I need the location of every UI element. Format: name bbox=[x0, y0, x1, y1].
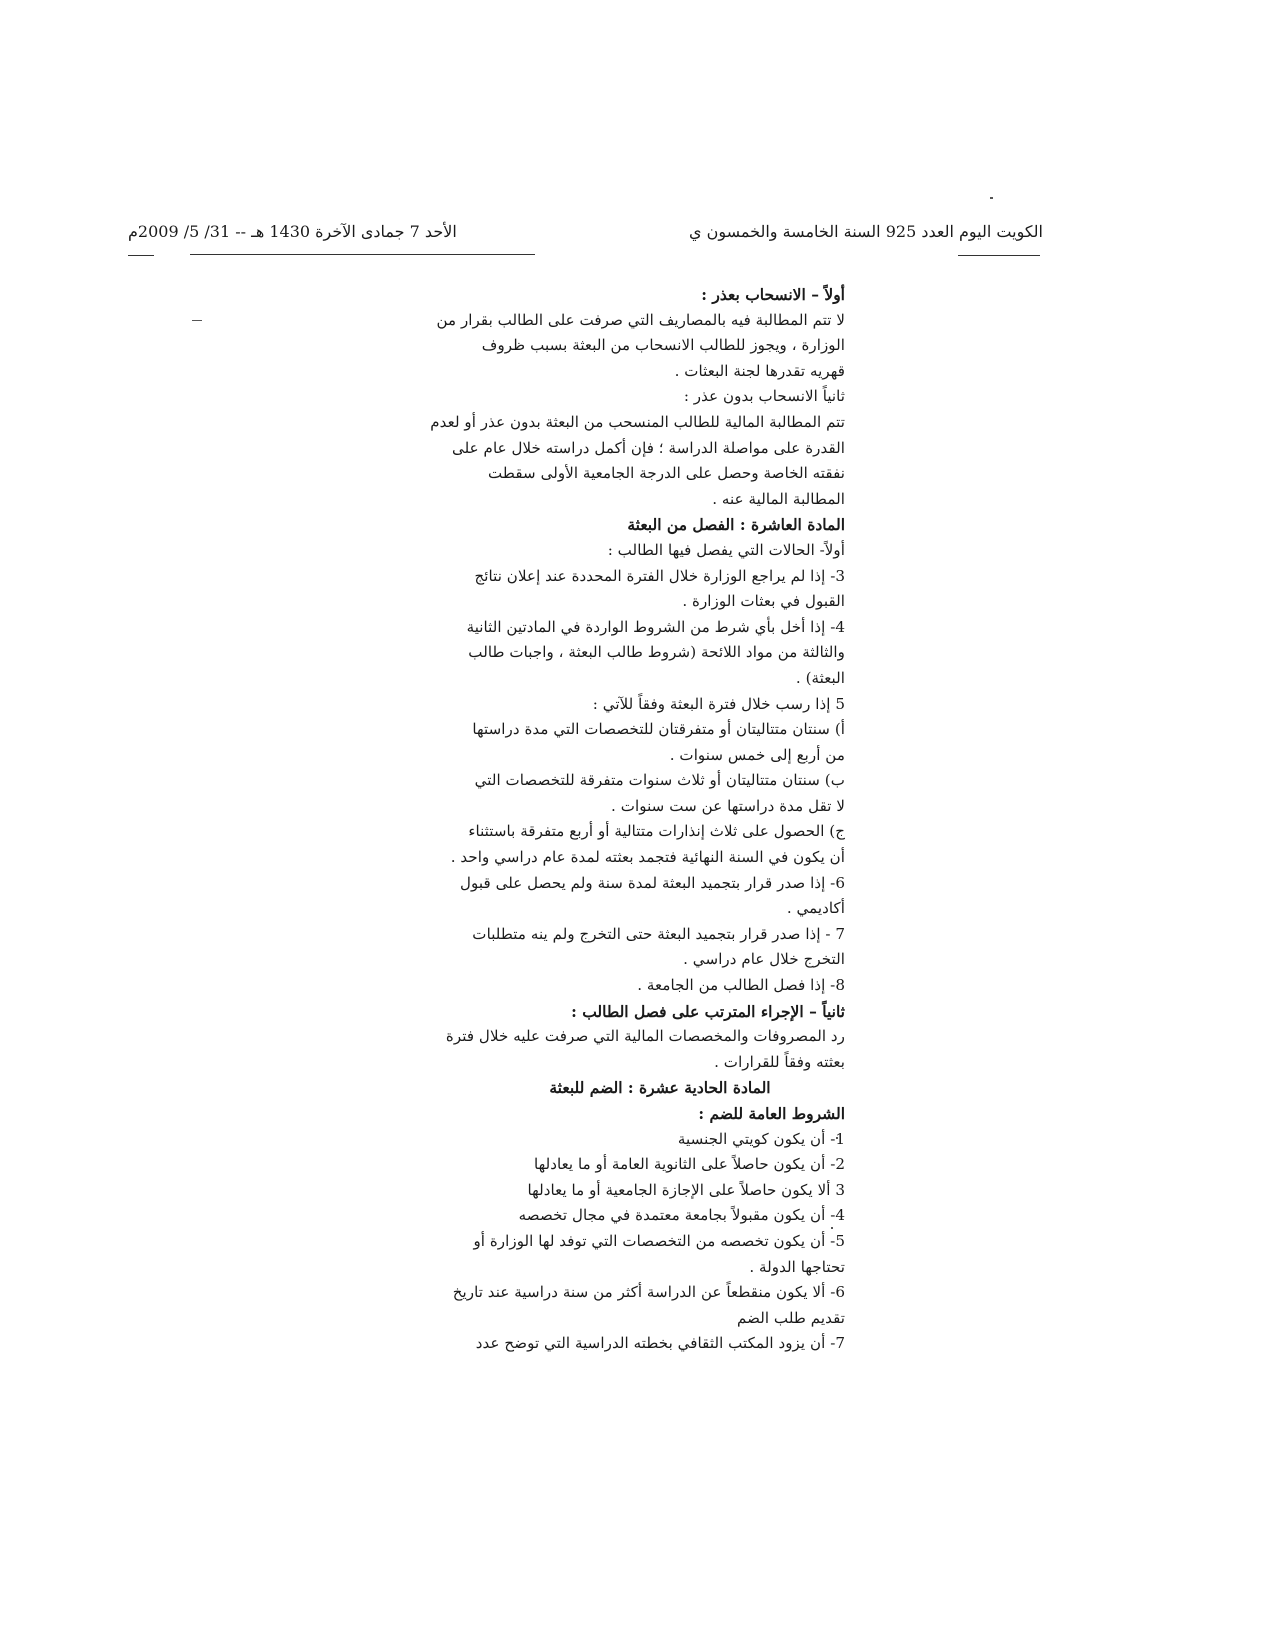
body-line: القدرة على مواصلة الدراسة ؛ فإن أكمل دراسته خلال عام على bbox=[451, 438, 845, 457]
body-line: أ) سنتان متتاليتان أو متفرقتان للتخصصات التي مدة دراستها bbox=[472, 720, 845, 739]
body-line: بعثته وفقاً للقرارات . bbox=[714, 1052, 845, 1071]
body-line: أن يكون في السنة النهائية فتجمد بعثته لمدة عام دراسي واحد . bbox=[450, 848, 845, 867]
body-line: تتم المطالبة المالية للطالب المنسحب من البعثة بدون عذر أو لعدم bbox=[430, 412, 845, 431]
body-line: تقديم طلب الضم bbox=[736, 1308, 845, 1327]
body-line: ب) سنتان متتاليتان أو ثلاث سنوات متفرقة للتخصصات التي bbox=[474, 771, 845, 790]
body-line: القبول في بعثات الوزارة . bbox=[682, 592, 845, 611]
body-line: قهريه تقدرها لجنة البعثات . bbox=[674, 361, 845, 380]
body-line: أولاً- الحالات التي يفصل فيها الطالب : bbox=[607, 540, 845, 559]
body-line: التخرج خلال عام دراسي . bbox=[683, 950, 845, 969]
body-line: 3- إذا لم يراجع الوزارة خلال الفترة المحددة عند إعلان نتائج bbox=[474, 566, 845, 585]
body-line: تحتاجها الدولة . bbox=[749, 1257, 845, 1276]
body-line: 4- أن يكون مقبولاً بجامعة معتمدة في مجال تخصصه bbox=[518, 1206, 845, 1225]
body-line: 4- إذا أخل بأي شرط من الشروط الواردة في المادتين الثانية bbox=[466, 617, 845, 636]
article-heading: المادة الحادية عشرة : الضم للبعثة bbox=[549, 1078, 771, 1098]
body-line: 2- أن يكون حاصلاً على الثانوية العامة أو ما يعادلها bbox=[533, 1155, 845, 1174]
section-heading: ثانياً – الإجراء المترتب على فصل الطالب : bbox=[571, 1001, 845, 1021]
body-line: ثانياً الانسحاب بدون عذر : bbox=[683, 387, 845, 406]
header-date: الأحد 7 جمادى الآخرة 1430 هـ -- 31/ 5/ 2009م bbox=[128, 222, 457, 241]
body-line: 7- أن يزود المكتب الثقافي بخطته الدراسية التي توضح عدد bbox=[475, 1334, 845, 1353]
body-line: من أربع إلى خمس سنوات . bbox=[669, 745, 845, 764]
body-line: 5- أن يكون تخصصه من التخصصات التي توفد لها الوزارة أو bbox=[473, 1231, 845, 1250]
body-line: البعثة) . bbox=[795, 668, 845, 687]
body-line: 3 ألا يكون حاصلاً على الإجازة الجامعية أو ما يعادلها bbox=[527, 1180, 845, 1199]
body-line: لا تتم المطالبة فيه بالمصاريف التي صرفت على الطالب بقرار من bbox=[436, 310, 845, 329]
section-heading: المادة العاشرة : الفصل من البعثة bbox=[627, 515, 845, 535]
scan-speck bbox=[990, 197, 993, 199]
body-line: نفقته الخاصة وحصل على الدرجة الجامعية الأولى سقطت bbox=[487, 464, 845, 483]
body-line: لا تقل مدة دراستها عن ست سنوات . bbox=[611, 796, 845, 815]
header-rule-right bbox=[958, 255, 1040, 256]
body-line: والثالثة من مواد اللائحة (شروط طالب البعثة ، واجبات طالب bbox=[468, 643, 845, 662]
body-line: أكاديمي . bbox=[786, 899, 845, 918]
scan-speck bbox=[192, 320, 202, 321]
body-line: 7 - إذا صدر قرار بتجميد البعثة حتى التخرج ولم ينه متطلبات bbox=[472, 924, 845, 943]
body-line: الوزارة ، ويجوز للطالب الانسحاب من البعثة بسبب ظروف bbox=[481, 336, 845, 355]
header-rule-left bbox=[190, 254, 535, 255]
section-heading: أولاً – الانسحاب بعذر : bbox=[701, 285, 845, 304]
body-line: المطالبة المالية عنه . bbox=[712, 489, 845, 508]
section-heading: الشروط العامة للضم : bbox=[698, 1104, 845, 1123]
page-header bbox=[128, 222, 1043, 262]
body-line: ج) الحصول على ثلاث إنذارات متتالية أو أربع متفرقة باستثناء bbox=[468, 822, 845, 841]
header-rule-left-short bbox=[128, 255, 154, 256]
body-line: 8- إذا فصل الطالب من الجامعة . bbox=[637, 976, 845, 995]
header-issue-info: الكويت اليوم العدد 925 السنة الخامسة والخمسون ي bbox=[688, 222, 1043, 241]
body-line: 6- ألا يكون منقطعاً عن الدراسة أكثر من سنة دراسية عند تاريخ bbox=[452, 1283, 845, 1302]
body-line: 6- إذا صدر قرار بتجميد البعثة لمدة سنة ولم يحصل على قبول bbox=[460, 873, 845, 892]
body-line: رد المصروفات والمخصصات المالية التي صرفت عليه خلال فترة bbox=[445, 1027, 845, 1046]
body-line: 1- أن يكون كويتي الجنسية bbox=[677, 1129, 845, 1148]
body-line: 5 إذا رسب خلال فترة البعثة وفقاً للآتي : bbox=[592, 694, 845, 713]
document-body bbox=[415, 282, 845, 1357]
